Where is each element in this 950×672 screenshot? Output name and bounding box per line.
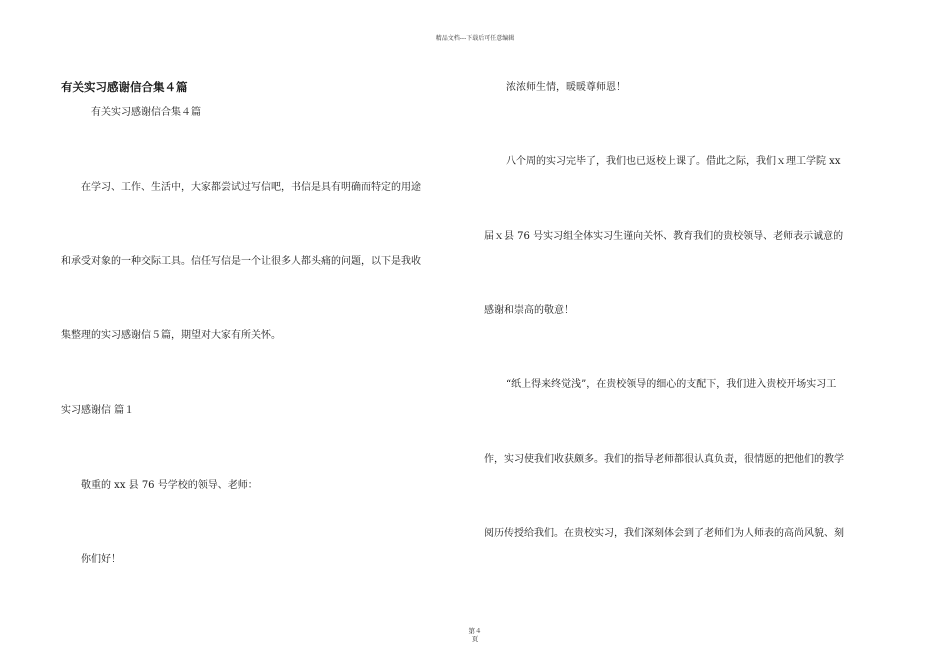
paragraph-line: 和承受对象的一种交际工具。信任写信是一个让很多人都头痛的问题，以下是我收 (61, 256, 421, 267)
salutation: 敬重的 xx 县 76 号学校的领导、老师： (81, 480, 258, 491)
page-number-suffix: 页 (471, 635, 479, 643)
paragraph-line: 在学习、工作、生活中，大家都尝试过写信吧，书信是具有明确而特定的用途 (81, 182, 421, 193)
paragraph-line: 作，实习使我们收获颇多。我们的指导老师都很认真负责，很情愿的把他们的教学 (484, 454, 844, 465)
paragraph-line: “纸上得来终觉浅”，在贵校领导的细心的支配下，我们进入贵校开场实习工 (506, 379, 837, 390)
greeting: 你们好！ (81, 554, 121, 565)
paragraph-line: 八个周的实习完毕了，我们也已返校上课了。借此之际，我们ｘ理工学院 xx (506, 156, 841, 167)
paragraph-line: 感谢和崇高的敬意！ (484, 305, 574, 316)
document-title: 有关实习感谢信合集４篇 (61, 80, 188, 94)
page-number: 第４ (468, 627, 482, 635)
section-heading: 实习感谢信 篇１ (61, 405, 135, 416)
paragraph-line: 浓浓师生情，暖暖尊师恩！ (506, 82, 626, 93)
paragraph-line: 集整理的实习感谢信５篇，期望对大家有所关怀。 (61, 330, 281, 341)
paragraph-line: 届ｘ县 76 号实习组全体实习生谨向关怀、教育我们的贵校领导、老师表示诚意的 (484, 231, 844, 242)
document-subtitle: 有关实习感谢信合集４篇 (91, 107, 201, 118)
paragraph-line: 阅历传授给我们。在贵校实习，我们深刻体会到了老师们为人师表的高尚风貌、刻 (484, 528, 844, 539)
header-note: 精品文档---下载后可任意编辑 (435, 35, 515, 42)
